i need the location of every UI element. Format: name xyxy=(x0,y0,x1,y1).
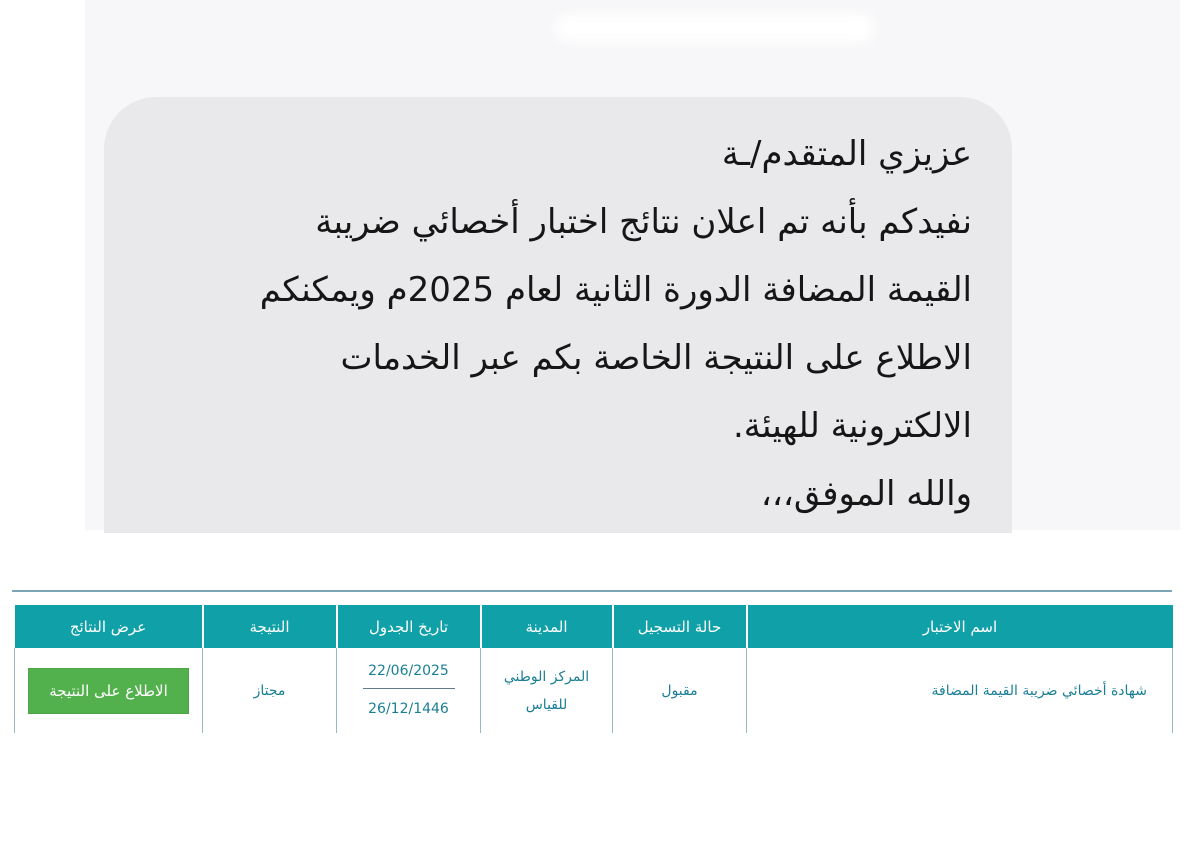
message-greeting: عزيزي المتقدم/ـة xyxy=(721,134,972,174)
panel-divider xyxy=(12,590,1172,592)
message-closing: والله الموفق،،، xyxy=(760,474,972,514)
result-cell xyxy=(203,648,337,733)
table-row xyxy=(15,648,1173,733)
header-view-results: عرض النتائج xyxy=(15,605,203,648)
city-value: المركز الوطني للقياس xyxy=(503,668,590,713)
schedule-date-cell xyxy=(337,648,481,733)
exam-name-value: شهادة أخصائي ضريبة القيمة المضافة xyxy=(931,682,1147,699)
result-value: مجتاز xyxy=(253,682,286,699)
message-line-3: الاطلاع على النتيجة الخاصة بكم عبر الخدمات xyxy=(340,338,972,378)
schedule-dates xyxy=(363,659,455,722)
message-line-4: الالكترونية للهيئة. xyxy=(732,406,972,446)
view-results-cell xyxy=(15,648,203,733)
city-cell xyxy=(481,648,613,733)
header-exam-name: اسم الاختبار xyxy=(747,605,1173,648)
exam-results-table xyxy=(14,605,1173,733)
header-result: النتيجة xyxy=(203,605,337,648)
date-divider xyxy=(363,688,455,689)
hijri-date: 26/12/1446 xyxy=(368,701,449,717)
table-header-row xyxy=(15,605,1173,648)
gregorian-date: 22/06/2025 xyxy=(368,663,449,679)
header-schedule-date: تاريخ الجدول xyxy=(337,605,481,648)
blurred-header-area xyxy=(555,14,875,42)
header-city: المدينة xyxy=(481,605,613,648)
view-result-button[interactable]: الاطلاع على النتيجة xyxy=(28,668,189,714)
exam-results-panel xyxy=(12,533,1172,733)
message-line-2: القيمة المضافة الدورة الثانية لعام 2025م ويمكنكم xyxy=(259,270,972,310)
notification-message xyxy=(152,120,972,528)
registration-status-cell xyxy=(613,648,747,733)
registration-status-value: مقبول xyxy=(661,682,698,699)
message-line-1: نفيدكم بأنه تم اعلان نتائج اختبار أخصائي ضريبة xyxy=(315,202,972,242)
exam-name-cell xyxy=(747,648,1173,733)
header-registration-status: حالة التسجيل xyxy=(613,605,747,648)
